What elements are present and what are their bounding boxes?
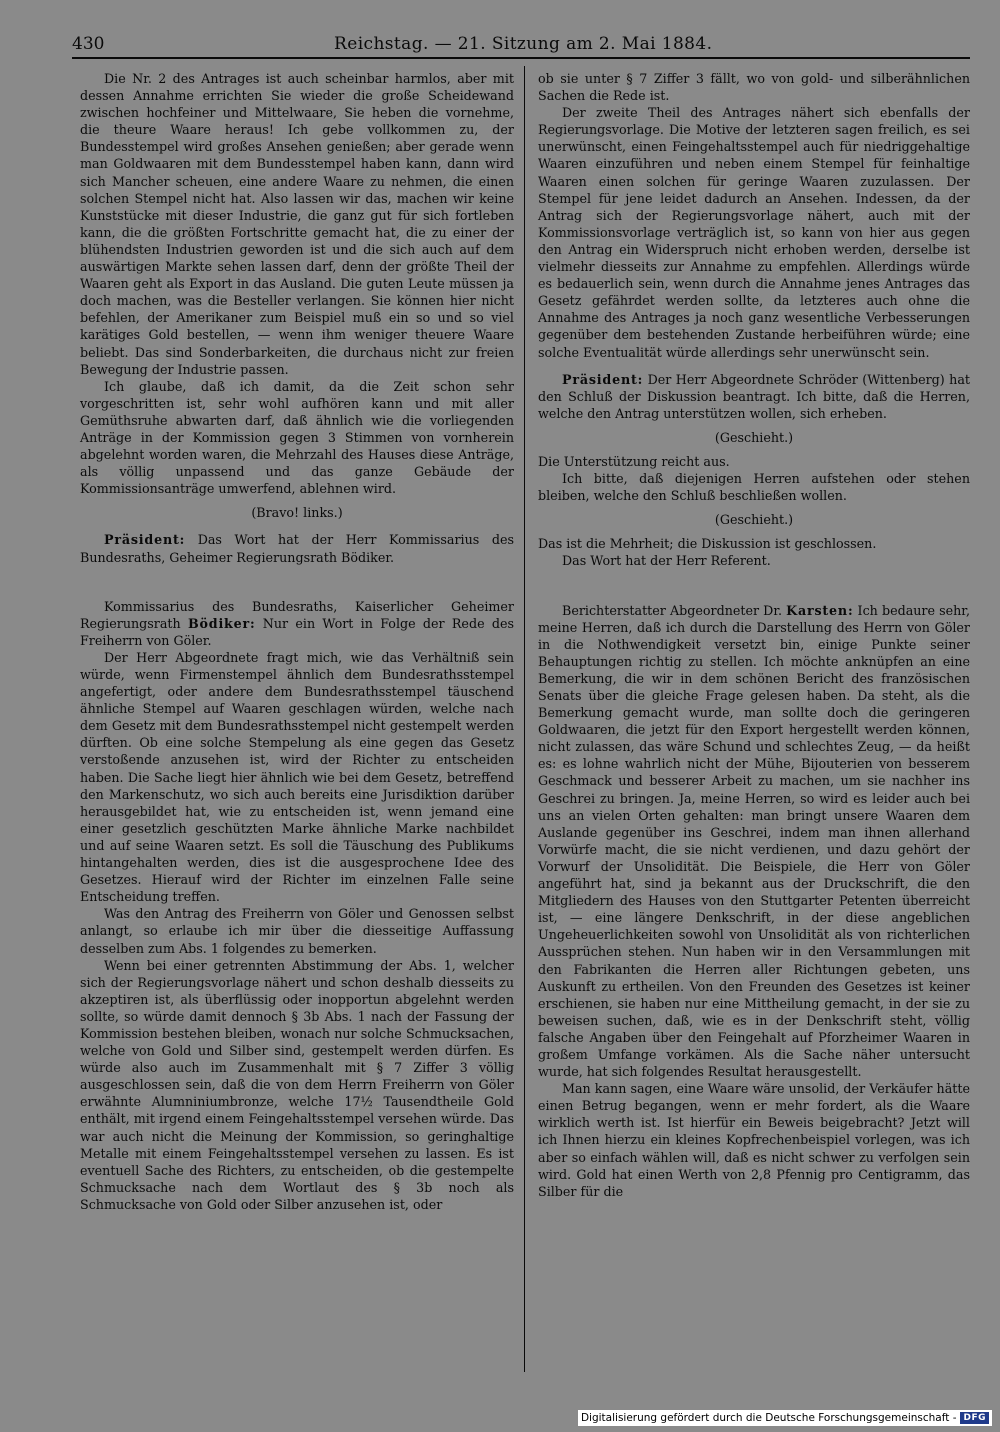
dfg-logo: DFG [960, 1412, 989, 1424]
speaker-name: Präsident: [104, 532, 186, 548]
speaker-name: Karsten: [786, 602, 854, 618]
speech-paragraph [538, 602, 970, 1081]
speech-text: Ich bedaure sehr, meine Herren, daß ich durch die Darstellung des Herrn von Göler in die Nothwendigkeit versetzt bin, einige Punkte seiner Behauptungen richtig zu stellen. Ich möchte anknüpfen an eine Bemerkung, die wir in dem schönen Bericht des französischen Senats über die gleiche Frage gelesen haben. Da steht, als die Bemerkung gemacht wurde, man sollte doch die geringeren Goldwaaren, die jetzt für den Export hergestellt werden können, nicht zulassen, das wäre Schund und schlechtes Zeug, — da heißt es: es lohne wahrlich nicht der Mühe, Bijouterien von besserem Geschmack und besserer Arbeit zu machen, um sie nachher ins Geschrei zu bringen. Ja, meine Herren, so wird es leider auch bei uns an vielen Orten gehalten: man bringt unsere Waaren dem Auslande gegenüber ins Geschrei, indem man ihnen allerhand Vorwürfe macht, die sie nicht verdienen, und dazu gehört der Vorwurf der Unsolidität. Die Beispiele, die Herr von Göler angeführt hat, sind ja bekannt aus der Druckschrift, die den Mitgliedern des Hauses von den Stuttgarter Petenten überreicht ist, — eine längere Denkschrift, in der diese angeblichen Ungeheuerlichkeiten sowohl von Unsolidität als von richterlichen Aussprüchen stehen. Nun haben wir in den Versammlungen mit den Fabrikanten die Herren aller Richtungen gebeten, uns Auskunft zu ertheilen. Von den Freunden des Gesetzes ist keiner erschienen, sie haben nur eine Mittheilung gemacht, in der sie zu beweisen suchen, daß, wie es in der Denkschrift steht, völlig falsche Angaben über den Feingehalt auf Pforzheimer Waaren in großem Umfange vorkämen. Als die Sache näher untersucht wurde, hat sich folgendes Resultat herausgestellt. [538, 602, 970, 1080]
speech-paragraph [80, 531, 514, 565]
body-paragraph: Ich bitte, daß diejenigen Herren aufstehen oder stehen bleiben, welche den Schluß beschließen wollen. [538, 471, 970, 504]
speaker-title: Berichterstatter Abgeordneter Dr. [562, 602, 787, 618]
body-paragraph: ob sie unter § 7 Ziffer 3 fällt, wo von gold- und silberähnlichen Sachen die Rede ist. [538, 71, 970, 104]
speech-text: Das Wort hat der Herr Kommissarius des Bundesraths, Geheimer Regierungsrath Bödiker. [80, 532, 514, 565]
body-paragraph: Was den Antrag des Freiherrn von Göler und Genossen selbst anlangt, so erlaube ich mir über die diesseitige Auffassung desselben zum Abs. 1 folgendes zu bemerken. [80, 906, 514, 956]
stage-direction: (Geschieht.) [714, 429, 794, 445]
stage-direction: (Bravo! links.) [251, 505, 343, 521]
speaker-name: Bödiker: [187, 615, 256, 631]
body-paragraph: Das ist die Mehrheit; die Diskussion ist geschlossen. [538, 536, 877, 552]
section-gap [538, 570, 970, 592]
speaker-name: Präsident: [562, 371, 644, 387]
footer-text: Digitalisierung gefördert durch die Deutsche Forschungsgemeinschaft - [580, 1412, 957, 1424]
right-column [538, 70, 970, 1370]
body-paragraph: Ich glaube, daß ich damit, da die Zeit schon sehr vorgeschritten ist, sehr wohl aufhören kann und mit aller Gemüthsruhe abwarten darf, daß ähnlich wie die vorliegenden Anträge in der Kommission gegen 3 Stimmen von vornherein abgelehnt worden waren, die Mehrzahl des Hauses diese Anträge, als völlig unpassend und das ganze Gebäude der Kommissionsanträge umwerfend, ablehnen wird. [80, 378, 514, 497]
left-column [80, 70, 514, 1370]
page-number: 430 [72, 34, 105, 54]
body-paragraph: Wenn bei einer getrennten Abstimmung der Abs. 1, welcher sich der Regierungsvorlage nähert und schon deshalb diesseits zu akzeptiren ist, als überflüssig oder inopportun abgelehnt werden sollte, so würde damit dennoch § 3b Abs. 1 nach der Fassung der Kommission bestehen bleiben, wonach nur solche Schmucksachen, welche von Gold und Silber sind, gestempelt werden dürfen. Es würde also auch im Zusammenhalt mit § 7 Ziffer 3 völlig ausgeschlossen sein, daß die von dem Herrn Freiherrn von Göler erwähnte Alumniniumbronze, welche 17½ Tausendtheile Gold enthält, mit irgend einem Feingehaltsstempel versehen würde. Das war auch nicht die Meinung der Kommission, so geringhaltige Metalle mit einem Feingehaltsstempel versehen zu lassen. Es ist eventuell Sache des Richters, zu entscheiden, ob die gestempelte Schmucksache nach dem Wortlaut des § 3b noch als Schmucksache von Gold oder Silber anzusehen ist, oder [80, 957, 514, 1212]
body-paragraph: Die Nr. 2 des Antrages ist auch scheinbar harmlos, aber mit dessen Annahme errichten Sie wieder die große Scheidewand zwischen hochfeiner und Mittelwaare, Sie heben die vornehme, die theure Waare heraus! Ich gebe vollkommen zu, der Bundesstempel wird großes Ansehen genießen; aber gerade wenn man Goldwaaren mit dem Bundesstempel haben kann, dann wird sich Mancher scheuen, eine andere Waare zu nehmen, die einen solchen Stempel nicht hat. Also lassen wir das, machen wir keine Kunststücke mit dieser Industrie, die ganz gut für sich fortleben kann, die die größten Fortschritte gemacht hat, die zu einer der blühendsten Industrien geworden ist und die sich auch auf dem auswärtigen Markte sehen lassen darf, denn der größte Theil der Waaren geht als Export in das Ausland. Die guten Leute müssen ja doch machen, was die Besteller verlangen. Sie können hier nicht befehlen, der Amerikaner zum Beispiel muß ein so und so viel karätiges Gold bestellen, — wenn ihm weniger theuere Waare beliebt. Das sind Sonderbarkeiten, die durchaus nicht zur freien Bewegung der Industrie passen. [80, 71, 514, 377]
body-paragraph: Die Unterstützung reicht aus. [538, 453, 730, 469]
body-paragraph: Man kann sagen, eine Waare wäre unsolid, der Verkäufer hätte einen Betrug begangen, wenn er mehr fordert, als die Waare wirklich werth ist. Ist hierfür ein Beweis beigebracht? Jetzt will ich Ihnen hierzu ein kleines Kopfrechenbeispiel vorlegen, was ich aber so einfach wählen will, daß es nicht schwer zu verfolgen sein wird. Gold hat einen Werth von 2,8 Pfennig pro Centigramm, das Silber für die [538, 1081, 970, 1199]
speech-paragraph [80, 598, 514, 649]
body-paragraph: Der Herr Abgeordnete fragt mich, wie das Verhältniß sein würde, wenn Firmenstempel ähnlich dem Bundesrathsstempel angefertigt, oder andere dem Bundesrathsstempel täuschend ähnliche Stempel auf Waaren geschlagen würden, welche nach dem Gesetz mit dem Bundesrathsstempel nicht gestempelt werden dürften. Ob eine solche Stempelung als eine gegen das Gesetz verstoßende anzusehen ist, wird der Richter zu entscheiden haben. Die Sache liegt hier ähnlich wie bei dem Gesetz, betreffend den Markenschutz, wo sich auch bereits eine Jurisdiktion darüber herausgebildet hat, wie zu entscheiden ist, wenn jemand eine einer gesetzlich geschützten Marke ähnliche Marke nachbildet und auf seine Waaren setzt. Es soll die Täuschung des Publikums hintangehalten werden, dies ist die ausgesprochene Idee des Gesetzes. Hierauf wird der Richter im einzelnen Falle seine Entscheidung treffen. [80, 649, 514, 905]
column-divider [524, 66, 525, 1372]
page-header [72, 26, 970, 59]
body-paragraph: Das Wort hat der Herr Referent. [562, 553, 771, 569]
speech-text: Nur ein Wort in Folge der Rede des Freiherrn von Göler. [80, 615, 514, 648]
speech-paragraph [538, 371, 970, 422]
section-gap [80, 566, 514, 588]
body-paragraph: Der zweite Theil des Antrages nähert sich ebenfalls der Regierungsvorlage. Die Motive der letzteren sagen freilich, es sei unerwünscht, einen Feingehaltsstempel auch für niedriggehaltige Waaren einzuführen und neben einem Stempel für feinhaltige Waaren einen solchen für geringe Waaren zuzulassen. Der Stempel für jene leidet dadurch an Ansehen. Indessen, da der Antrag sich der Regierungsvorlage nähert, auch mit der Kommissionsvorlage verträglich ist, so kann von hier aus gegen den Antrag ein Widerspruch nicht erhoben werden, derselbe ist vielmehr diesseits zur Annahme zu empfehlen. Allerdings würde es bedauerlich sein, wenn durch die Annahme jenes Antrages das Gesetz gefährdet werden sollte, da letzteres auch ohne die Annahme des Antrages ja noch ganz wesentliche Verbesserungen gegenüber dem bestehenden Zustande herbeiführen würde; eine solche Eventualität würde allerdings sehr unerwünscht sein. [538, 105, 970, 360]
stage-direction: (Geschieht.) [714, 512, 794, 528]
speech-text: Der Herr Abgeordnete Schröder (Wittenberg) hat den Schluß der Diskussion beantragt. Ich bitte, daß die Herren, welche den Antrag unterstützen wollen, sich erheben. [538, 371, 970, 421]
dfg-footer [578, 1410, 992, 1426]
speaker-title: Kommissarius des Bundesraths, Kaiserlicher Geheimer Regierungsrath [80, 598, 514, 631]
page-title: Reichstag. — 21. Sitzung am 2. Mai 1884. [334, 34, 713, 54]
